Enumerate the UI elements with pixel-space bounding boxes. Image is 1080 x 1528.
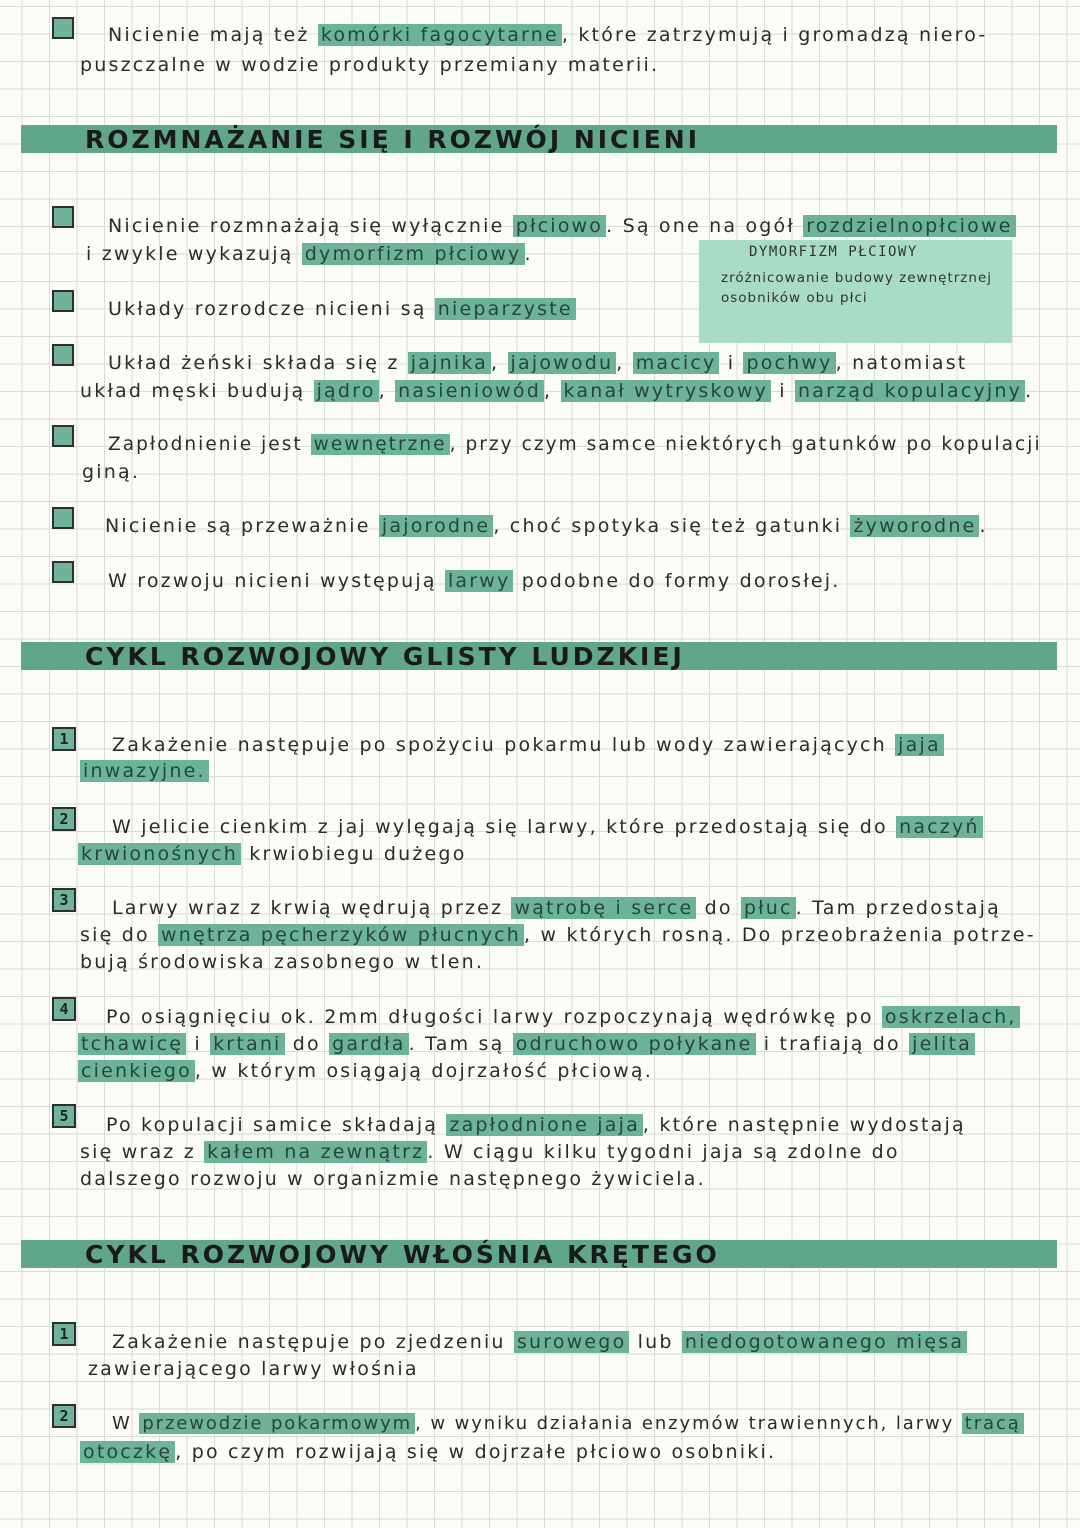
note-title: DYMORFIZM PŁCIOWY bbox=[749, 244, 918, 260]
step-number: 3 bbox=[52, 888, 76, 912]
step-number: 2 bbox=[52, 807, 76, 831]
text-line: W jelicie cienkim z jaj wylęgają się larwy, które przedostają się do naczyń bbox=[112, 814, 983, 840]
text-line: W przewodzie pokarmowym , w wyniku działania enzymów trawiennych, larwy tracą bbox=[112, 1411, 1024, 1437]
text-line: Układ żeński składa się z jajnika , jajowodu , macicy i pochwy , natomiast bbox=[108, 352, 968, 374]
text-line: się wraz z kałem na zewnątrz . W ciągu kilku tygodni jaja są zdolne do bbox=[80, 1141, 900, 1163]
text-line: Nicienie rozmnażają się wyłącznie płciowo . Są one na ogół rozdzielnopłciowe bbox=[108, 213, 1016, 239]
text-line: Układy rozrodcze nicieni są nieparzyste bbox=[108, 296, 576, 322]
text-line: puszczalne w wodzie produkty przemiany materii. bbox=[80, 54, 660, 76]
checkbox bbox=[52, 290, 74, 312]
step-number: 4 bbox=[52, 997, 76, 1021]
section-title: ROZMNAŻANIE SIĘ I ROZWÓJ NICIENI bbox=[85, 125, 700, 154]
step-number: 5 bbox=[52, 1104, 76, 1128]
text-line: Po kopulacji samice składają zapłodnione jaja , które następnie wydostają bbox=[106, 1114, 966, 1136]
section-title: CYKL ROZWOJOWY WŁOŚNIA KRĘTEGO bbox=[85, 1240, 720, 1269]
checkbox bbox=[52, 425, 74, 447]
text-line: zawierającego larwy włośnia bbox=[88, 1358, 419, 1380]
checkbox bbox=[52, 561, 74, 583]
text-line: się do wnętrza pęcherzyków płucnych , w których rosną. Do przeobrażenia potrze- bbox=[80, 924, 1036, 946]
text-line: otoczkę , po czym rozwijają się w dojrzałe płciowo osobniki. bbox=[80, 1439, 776, 1465]
text-line: Po osiągnięciu ok. 2mm długości larwy rozpoczynają wędrówkę po oskrzelach, bbox=[106, 1004, 1020, 1030]
text-line: cienkiego , w którym osiągają dojrzałość płciową. bbox=[78, 1058, 653, 1084]
text-line: tchawicę i krtani do gardła . Tam są odruchowo połykane i trafiają do jelita bbox=[78, 1031, 975, 1057]
text-line: Zakażenie następuje po zjedzeniu surowego lub niedogotowanego mięsa bbox=[112, 1329, 967, 1355]
text-line: i zwykle wykazują dymorfizm płciowy . bbox=[86, 243, 533, 265]
text-line: inwazyjne. bbox=[80, 758, 209, 784]
section-title: CYKL ROZWOJOWY GLISTY LUDZKIEJ bbox=[85, 642, 685, 671]
text-line: Nicienie są przeważnie jajorodne , choć spotyka się też gatunki żyworodne . bbox=[105, 515, 988, 537]
text-line: krwionośnych krwiobiegu dużego bbox=[78, 841, 467, 867]
step-number: 1 bbox=[52, 1322, 76, 1346]
text-line: układ męski budują jądro , nasieniowód , kanał wytryskowy i narząd kopulacyjny . bbox=[80, 380, 1034, 402]
text-line: W rozwoju nicieni występują larwy podobne do formy dorosłej. bbox=[108, 570, 841, 592]
text-line: dalszego rozwoju w organizmie następnego żywiciela. bbox=[80, 1168, 706, 1190]
checkbox bbox=[52, 17, 74, 39]
checkbox bbox=[52, 206, 74, 228]
step-number: 1 bbox=[52, 727, 76, 751]
note-text: zróżnicowanie budowy zewnętrznej osobników obu płci bbox=[721, 270, 993, 306]
definition-note bbox=[699, 240, 1012, 343]
text-line: Zapłodnienie jest wewnętrzne , przy czym samce niektórych gatunków po kopulacji bbox=[108, 434, 1042, 455]
text-line: bują środowiska zasobnego w tlen. bbox=[80, 951, 485, 973]
checkbox bbox=[52, 507, 74, 529]
checkbox bbox=[52, 344, 74, 366]
text-line: giną. bbox=[82, 461, 141, 483]
step-number: 2 bbox=[52, 1404, 76, 1428]
text-line: Nicienie mają też komórki fagocytarne , które zatrzymują i gromadzą niero- bbox=[108, 24, 988, 46]
text-line: Larwy wraz z krwią wędrują przez wątrobę i serce do płuc . Tam przedostają bbox=[112, 897, 1001, 919]
text-line: Zakażenie następuje po spożyciu pokarmu lub wody zawierających jaja bbox=[112, 732, 944, 758]
